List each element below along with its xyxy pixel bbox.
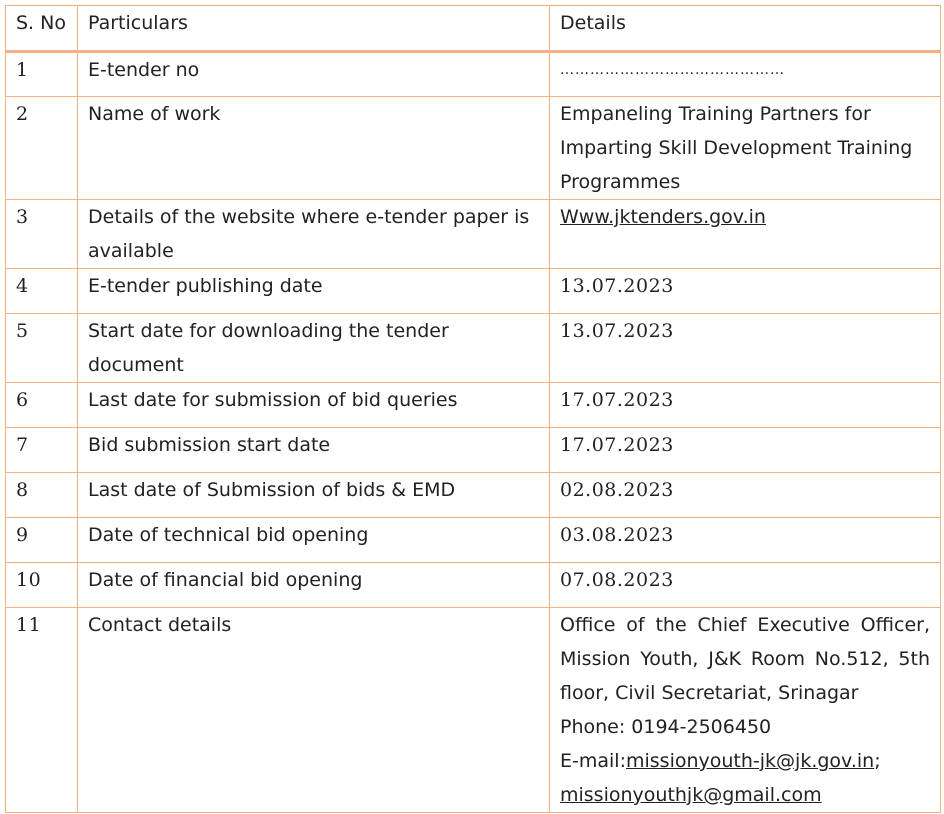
row-sno: 8 (6, 473, 78, 518)
contact-email-link-2[interactable]: missionyouthjk@gmail.com (560, 784, 822, 806)
row-particulars: Last date of Submission of bids & EMD (78, 473, 550, 518)
row-sno: 7 (6, 428, 78, 473)
row-details: 07.08.2023 (550, 563, 941, 608)
row-details: 17.07.2023 (550, 383, 941, 428)
row-sno: 2 (6, 97, 78, 200)
row-particulars: Start date for downloading the tender document (78, 314, 550, 383)
row-sno: 4 (6, 269, 78, 314)
table-row (6, 52, 941, 97)
row-details (550, 200, 941, 269)
row-particulars: Date of technical bid opening (78, 518, 550, 563)
row-particulars: Bid submission start date (78, 428, 550, 473)
table-header-row (6, 6, 941, 52)
table-row (6, 473, 941, 518)
row-details: 17.07.2023 (550, 428, 941, 473)
table-row (6, 97, 941, 200)
table-row (6, 563, 941, 608)
row-particulars: E-tender publishing date (78, 269, 550, 314)
row-details: 13.07.2023 (550, 269, 941, 314)
row-details: 02.08.2023 (550, 473, 941, 518)
row-particulars: Contact details (78, 608, 550, 813)
row-details (550, 608, 941, 813)
contact-phone: Phone: 0194-2506450 (560, 716, 772, 738)
row-particulars: Last date for submission of bid queries (78, 383, 550, 428)
row-particulars: Details of the website where e-tender paper is available (78, 200, 550, 269)
row-sno: 5 (6, 314, 78, 383)
table-row (6, 518, 941, 563)
table-row (6, 383, 941, 428)
row-sno: 9 (6, 518, 78, 563)
row-details: 13.07.2023 (550, 314, 941, 383)
contact-email-link-1[interactable]: missionyouth-jk@jk.gov.in (625, 750, 875, 772)
contact-email-separator: ; (874, 750, 881, 772)
row-sno: 1 (6, 52, 78, 97)
tender-details-table (5, 5, 941, 813)
table-row (6, 200, 941, 269)
website-link[interactable]: Www.jktenders.gov.in (560, 206, 766, 228)
contact-email-label: E-mail: (560, 750, 626, 772)
row-sno: 10 (6, 563, 78, 608)
row-particulars: Date of financial bid opening (78, 563, 550, 608)
row-details: ……………………………………… (550, 52, 941, 97)
table-row (6, 314, 941, 383)
header-particulars: Particulars (78, 6, 550, 52)
header-sno: S. No (6, 6, 78, 52)
contact-office: Office of the Chief Executive Officer, Mission Youth, J&K Room No.512, 5th floor, Civil Secretariat, Srinagar (560, 614, 930, 704)
row-particulars: E-tender no (78, 52, 550, 97)
row-sno: 11 (6, 608, 78, 813)
row-details: Empaneling Training Partners for Imparting Skill Development Training Programmes (550, 97, 941, 200)
contact-email-line (560, 744, 930, 778)
table-row (6, 428, 941, 473)
row-particulars: Name of work (78, 97, 550, 200)
row-sno: 6 (6, 383, 78, 428)
row-details: 03.08.2023 (550, 518, 941, 563)
table-row (6, 608, 941, 813)
header-details: Details (550, 6, 941, 52)
table-row (6, 269, 941, 314)
row-sno: 3 (6, 200, 78, 269)
